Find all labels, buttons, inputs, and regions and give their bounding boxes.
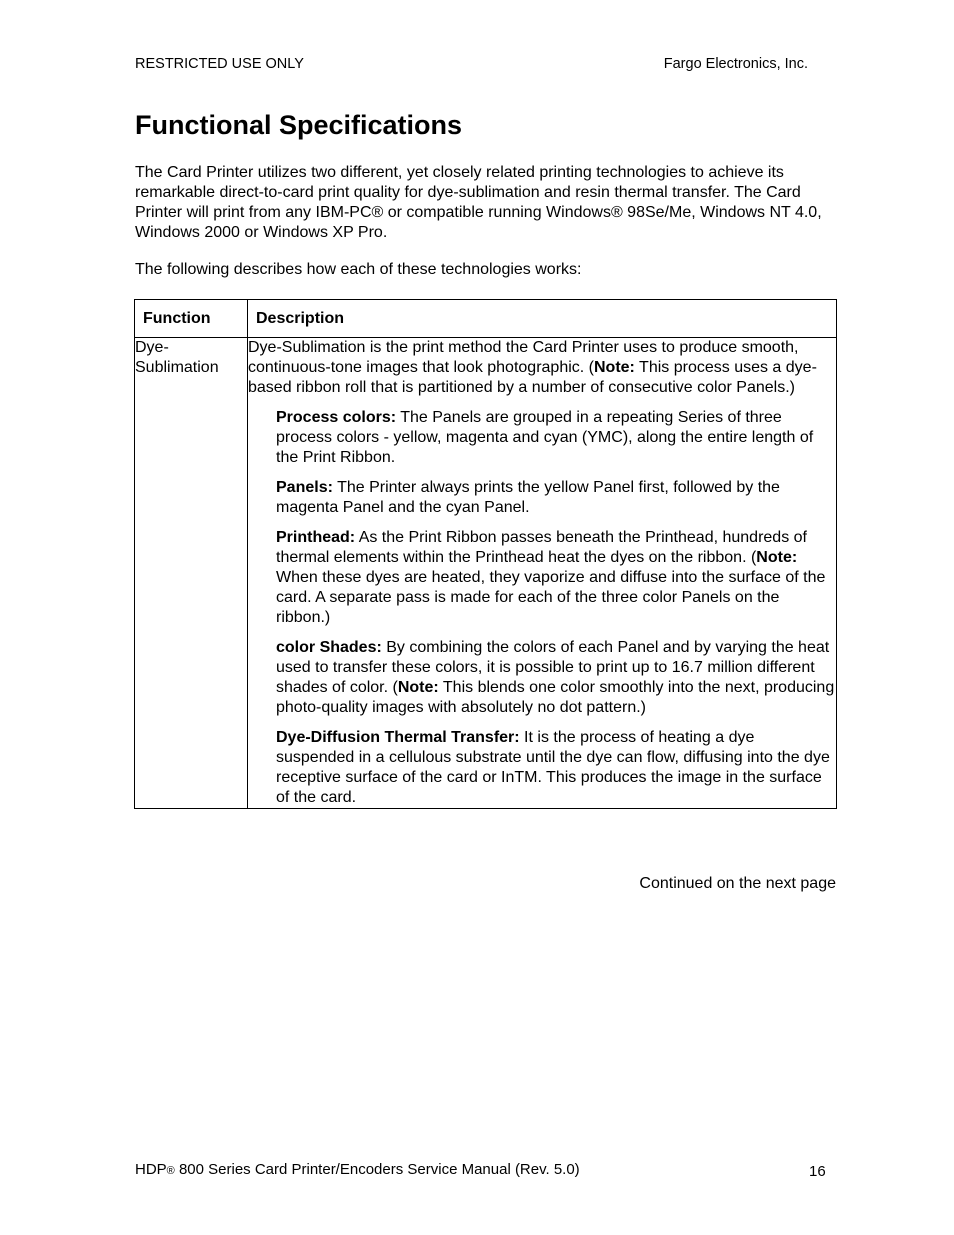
header-restricted: RESTRICTED USE ONLY bbox=[135, 56, 304, 72]
footer-title: HDP® 800 Series Card Printer/Encoders Service Manual (Rev. 5.0) bbox=[135, 1161, 580, 1178]
table-row bbox=[135, 338, 837, 809]
item-panels: Panels: The Printer always prints the yellow Panel first, followed by the magenta Panel and the cyan Panel. bbox=[276, 479, 780, 516]
intro-paragraph: The Card Printer utilizes two different, yet closely related printing technologies to achieve its remarkable direct-to-card print quality for dye-sublimation and resin thermal transfer. The Card Printer will print from any IBM-PC® or compatible running Windows® 98Se/Me, Windows NT 4.0, Windows 2000 or Windows XP Pro. bbox=[135, 164, 822, 241]
header-company: Fargo Electronics, Inc. bbox=[663, 56, 808, 72]
continued-note: Continued on the next page bbox=[639, 875, 836, 892]
item-printhead: Printhead: As the Print Ribbon passes beneath the Printhead, hundreds of thermal elements within the Printhead heat the dyes on the ribbon. (Note: When these dyes are heated, they vaporize and diffuse into the surface of the card. A separate pass is made for each of the three color Panels on the ribbon.) bbox=[276, 529, 826, 626]
description-intro: Dye-Sublimation is the print method the Card Printer uses to produce smooth, continuous-tone images that look photographic. (Note: This process uses a dye-based ribbon roll that is partitioned by a number of consecutive color Panels.) bbox=[248, 339, 817, 396]
item-color-shades: color Shades: By combining the colors of each Panel and by varying the heat used to transfer these colors, it is possible to print up to 16.7 million different shades of color. (Note: This blends one color smoothly into the next, producing photo-quality images with absolutely no dot pattern.) bbox=[276, 639, 835, 716]
description-cell bbox=[248, 338, 837, 809]
item-process-colors: Process colors: The Panels are grouped in a repeating Series of three process colors - yellow, magenta and cyan (YMC), along the entire length of the Print Ribbon. bbox=[276, 409, 814, 466]
page-number: 16 bbox=[809, 1163, 826, 1180]
header-description: Description bbox=[248, 300, 837, 338]
function-cell bbox=[135, 338, 248, 809]
function-name: Dye-Sublimation bbox=[135, 339, 219, 376]
spec-table bbox=[134, 299, 837, 809]
lead-paragraph: The following describes how each of these technologies works: bbox=[135, 261, 582, 278]
table-header-row bbox=[135, 300, 837, 338]
header-function: Function bbox=[135, 300, 248, 338]
page-title: Functional Specifications bbox=[135, 110, 463, 140]
item-dye-diffusion: Dye-Diffusion Thermal Transfer: It is the process of heating a dye suspended in a cellulous substrate until the dye can flow, diffusing into the dye receptive surface of the card or InTM. This produces the image in the surface of the card. bbox=[276, 729, 830, 806]
